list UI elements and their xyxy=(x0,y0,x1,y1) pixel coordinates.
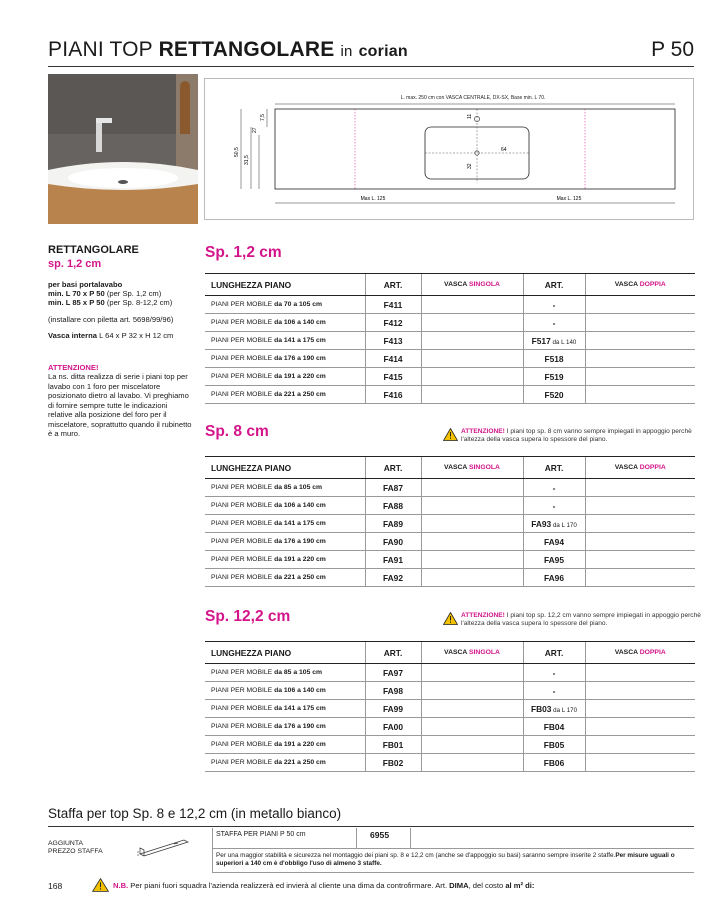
table-row: PIANI PER MOBILE da 221 a 250 cm FA92 FA96 xyxy=(205,569,695,587)
min2-rest: (per Sp. 8-12,2 cm) xyxy=(104,298,173,308)
page-title xyxy=(48,38,408,62)
bracket-icon xyxy=(136,834,192,860)
col-art-2: ART. xyxy=(523,274,585,296)
staffa-left-line1: AGGIUNTA xyxy=(48,840,83,847)
table-row: PIANI PER MOBILE da 85 a 105 cm FA87 - xyxy=(205,479,695,497)
table-row: PIANI PER MOBILE da 85 a 105 cm FA97 - xyxy=(205,664,695,682)
page-code: P 50 xyxy=(651,38,694,61)
footer-note: N.B. Per piani fuori squadra l'azienda realizzerà ed invierà al cliente una dima da controfirmare. Art. DIMA, del costo al m² di: xyxy=(113,881,535,890)
table-row: PIANI PER MOBILE da 176 a 190 cm F414 F518 xyxy=(205,350,695,368)
col-lunghezza: LUNGHEZZA PIANO xyxy=(205,642,365,664)
col-vasca-singola: VASCA SINGOLA xyxy=(421,642,523,664)
staffa-left-label xyxy=(48,840,103,857)
table-row: PIANI PER MOBILE da 106 a 140 cm FA98 - xyxy=(205,682,695,700)
col-vasca-singola: VASCA SINGOLA xyxy=(421,457,523,479)
technical-drawing xyxy=(204,78,694,220)
col-vasca-doppia: VASCA DOPPIA xyxy=(585,274,695,296)
basi-label: per basi portalavabo xyxy=(48,279,123,289)
table-row: PIANI PER MOBILE da 191 a 220 cm F415 F519 xyxy=(205,368,695,386)
staffa-row-divider xyxy=(212,848,694,849)
header-divider xyxy=(48,66,694,67)
title-in: in xyxy=(340,43,353,60)
col-lunghezza: LUNGHEZZA PIANO xyxy=(205,457,365,479)
table-row: PIANI PER MOBILE da 191 a 220 cm FA91 FA95 xyxy=(205,551,695,569)
min1-bold: min. L 70 x P 50 xyxy=(48,288,105,298)
staffa-cell-border xyxy=(410,828,411,848)
col-art: ART. xyxy=(365,642,421,664)
staffa-left-line2: PREZZO STAFFA xyxy=(48,848,103,856)
vasca-label: Vasca interna xyxy=(48,331,97,341)
dim-11: 11 xyxy=(467,113,473,119)
left-title: RETTANGOLARE xyxy=(48,244,139,256)
staffa-cell-border xyxy=(356,828,357,848)
table-row: PIANI PER MOBILE da 141 a 175 cm FA99 FB03 da L 170 xyxy=(205,700,695,718)
col-art-2: ART. xyxy=(523,642,585,664)
left-subtitle: sp. 1,2 cm xyxy=(48,257,102,270)
max-left-label: Max L. 125 xyxy=(360,196,386,202)
price-table-2 xyxy=(205,456,695,587)
col-vasca-doppia: VASCA DOPPIA xyxy=(585,642,695,664)
warning-icon xyxy=(443,428,458,441)
vasca-info xyxy=(48,331,193,340)
basi-info xyxy=(48,280,193,308)
table-row: PIANI PER MOBILE da 141 a 175 cm F413 F517 da L 140 xyxy=(205,332,695,350)
staffa-code: 6955 xyxy=(370,830,390,840)
section-title-2: Sp. 8 cm xyxy=(205,423,269,440)
staffa-row-label: STAFFA PER PIANI P 50 cm xyxy=(216,831,306,838)
dim-50-5: 50,5 xyxy=(234,147,240,157)
price-table-1 xyxy=(205,273,695,404)
dim-7-5: 7,5 xyxy=(260,114,266,121)
staffa-border xyxy=(212,828,213,872)
table-row: PIANI PER MOBILE da 70 a 105 cm F411 - xyxy=(205,296,695,314)
product-description xyxy=(48,244,193,439)
attention-text: La ns. ditta realizza di serie i piani top per lavabo con 1 foro per miscelatore posizionato dietro al lavabo. Vi preghiamo di fornire sempre tutte le indicazioni relative alla posizione del foro per il miscelatore, soprattutto quando il rubinetto è a muro. xyxy=(48,372,192,439)
warning-icon xyxy=(443,612,458,625)
section-title-3: Sp. 12,2 cm xyxy=(205,608,291,625)
staffa-bottom-divider xyxy=(212,872,694,873)
dim-31-5: 31,5 xyxy=(244,155,250,165)
attention-title: ATTENZIONE! xyxy=(48,362,99,372)
dim-32: 32 xyxy=(467,163,473,169)
product-photo xyxy=(48,74,198,224)
col-art-2: ART. xyxy=(523,457,585,479)
table-row: PIANI PER MOBILE da 221 a 250 cm FB02 FB06 xyxy=(205,754,695,772)
price-table-3 xyxy=(205,641,695,772)
title-main: RETTANGOLARE xyxy=(158,38,335,61)
table-row: PIANI PER MOBILE da 106 a 140 cm FA88 - xyxy=(205,497,695,515)
min1-rest: (per Sp. 1,2 cm) xyxy=(104,288,162,298)
title-material: corian xyxy=(358,43,408,60)
drawing-top-note: L. max. 250 cm con VASCA CENTRALE, DX-SX, Base min. L 70. xyxy=(400,95,546,101)
staffa-note: Per una maggior stabilità e sicurezza nel montaggio dei piani sp. 8 e 12,2 cm (anche se d'appoggio su basi) saranno sempre inserite 2 staffe.Per misure uguali o superiori a 140 cm è d'obbligo l'uso di almeno 3 staffe. xyxy=(216,852,675,867)
dim-27: 27 xyxy=(252,127,258,133)
table-row: PIANI PER MOBILE da 176 a 190 cm FA00 FB04 xyxy=(205,718,695,736)
section-title-1: Sp. 1,2 cm xyxy=(205,244,282,261)
max-right-label: Max L. 125 xyxy=(556,196,582,202)
table-row: PIANI PER MOBILE da 191 a 220 cm FB01 FB05 xyxy=(205,736,695,754)
title-prefix: PIANI TOP xyxy=(48,38,153,61)
table-row: PIANI PER MOBILE da 106 a 140 cm F412 - xyxy=(205,314,695,332)
col-art: ART. xyxy=(365,457,421,479)
table-row: PIANI PER MOBILE da 221 a 250 cm F416 F520 xyxy=(205,386,695,404)
col-vasca-doppia: VASCA DOPPIA xyxy=(585,457,695,479)
staffa-divider xyxy=(48,826,694,827)
col-lunghezza: LUNGHEZZA PIANO xyxy=(205,274,365,296)
staffa-title: Staffa per top Sp. 8 e 12,2 cm (in metallo bianco) xyxy=(48,806,342,821)
install-note: (installare con piletta art. 5698/99/96) xyxy=(48,314,174,324)
col-vasca-singola: VASCA SINGOLA xyxy=(421,274,523,296)
page-number: 168 xyxy=(48,881,63,891)
dim-64: 64 xyxy=(501,147,507,153)
min2-bold: min. L 85 x P 50 xyxy=(48,298,105,308)
col-art: ART. xyxy=(365,274,421,296)
warning-icon xyxy=(92,878,109,892)
table-row: PIANI PER MOBILE da 141 a 175 cm FA89 FA93 da L 170 xyxy=(205,515,695,533)
table-row: PIANI PER MOBILE da 176 a 190 cm FA90 FA94 xyxy=(205,533,695,551)
vasca-dims: L 64 x P 32 x H 12 cm xyxy=(96,331,174,341)
